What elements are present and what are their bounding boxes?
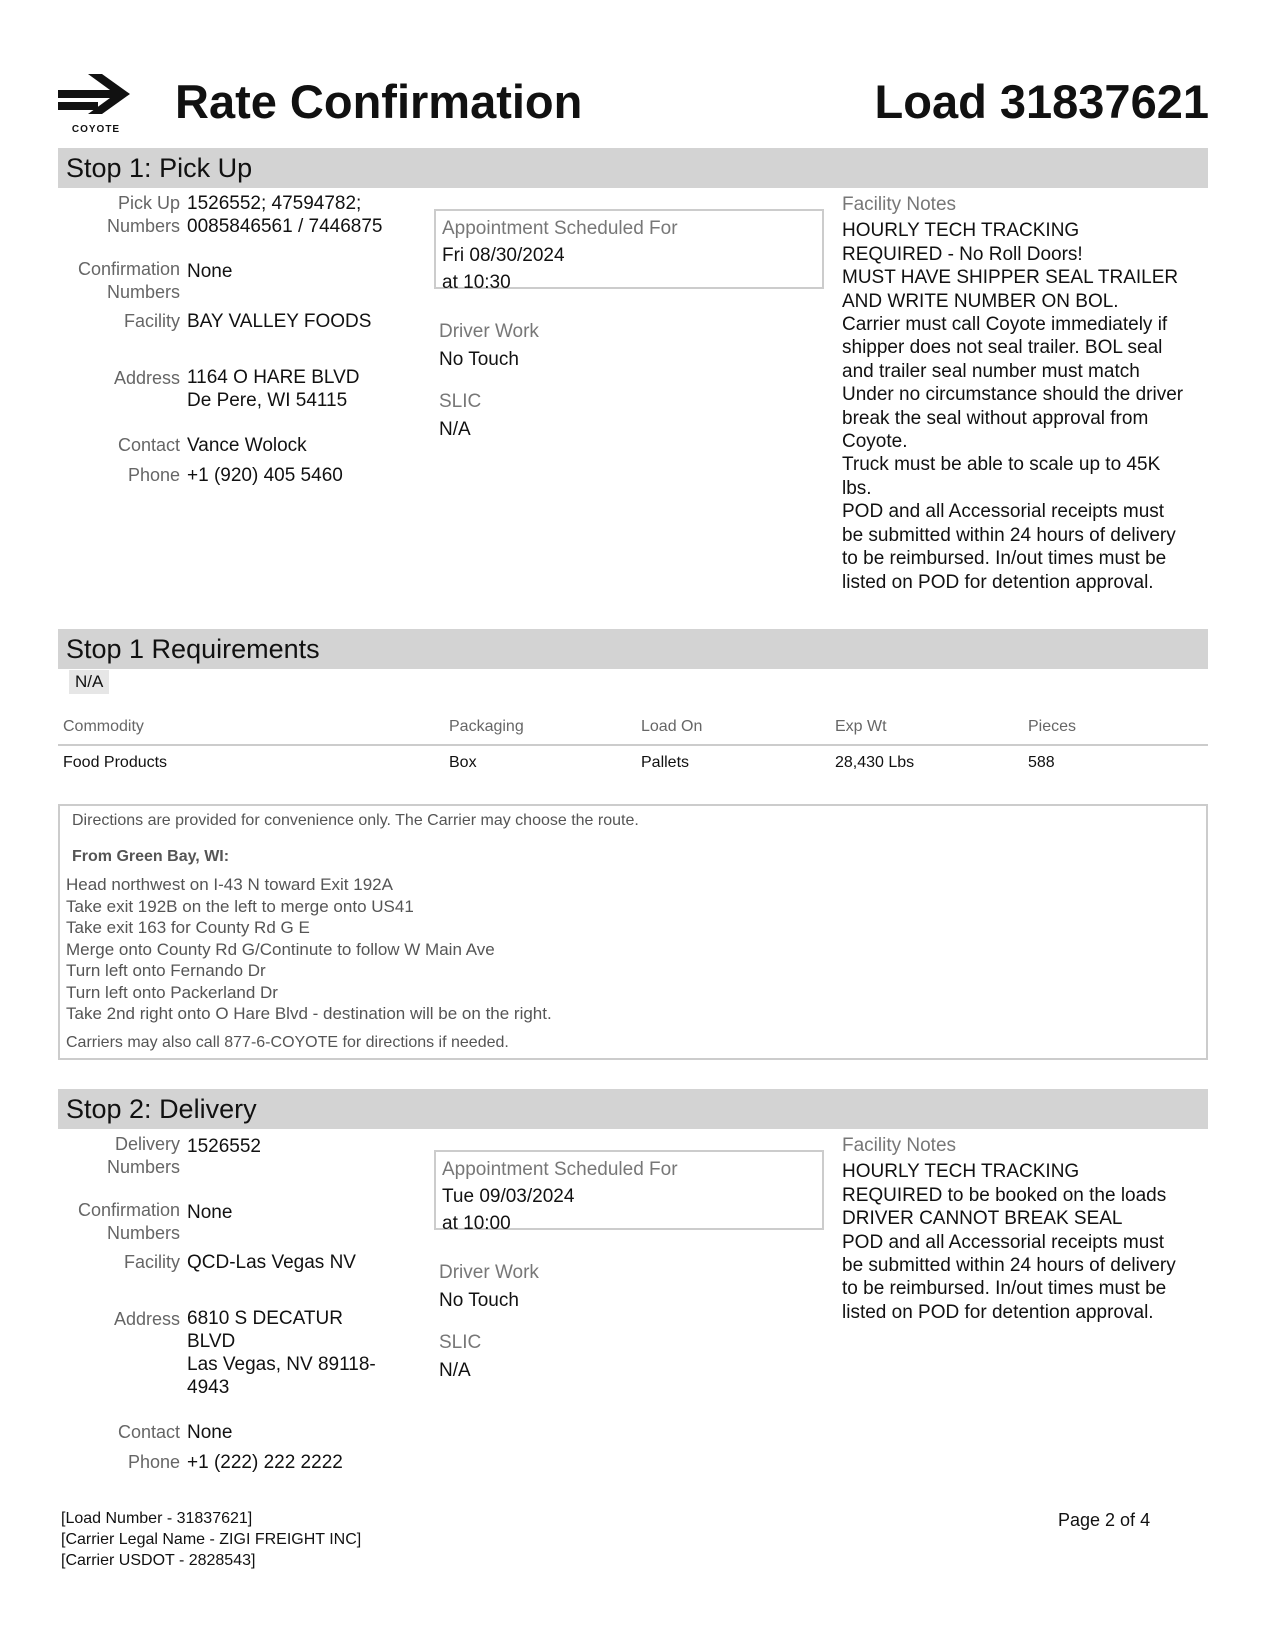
- stop1-facility-label: Facility: [123, 311, 180, 331]
- footer-load-number: [Load Number - 31837621]: [61, 1510, 253, 1527]
- label-line: Pick Up: [117, 193, 180, 213]
- facility-note-line: POD and all Accessorial receipts must: [842, 1231, 1165, 1253]
- requirements-heading: Stop 1 Requirements: [66, 634, 320, 664]
- footer-carrier-usdot: [Carrier USDOT - 2828543]: [61, 1552, 256, 1569]
- footer-carrier-name: [Carrier Legal Name - ZIGI FREIGHT INC]: [61, 1531, 362, 1548]
- stop2-facility-value: QCD-Las Vegas NV: [187, 1252, 356, 1273]
- directions-call: Carriers may also call 877-6-COYOTE for directions if needed.: [66, 1034, 509, 1051]
- facility-note-line: DRIVER CANNOT BREAK SEAL: [842, 1208, 1123, 1230]
- appointment-date: Fri 08/30/2024: [442, 245, 565, 266]
- stop1-facility-notes: [842, 193, 1212, 594]
- stop1-contact-label: Contact: [117, 435, 180, 455]
- address-line: 4943: [187, 1377, 230, 1398]
- stop2-facility-notes: [842, 1134, 1212, 1324]
- value-line: 1526552; 47594782;: [187, 193, 362, 214]
- column-header-pieces: Pieces: [1028, 718, 1077, 735]
- direction-step: Head northwest on I-43 N toward Exit 192A: [66, 875, 393, 894]
- address-line: BLVD: [187, 1331, 236, 1352]
- cell-packaging: Box: [449, 754, 477, 771]
- label-line: Numbers: [106, 282, 180, 302]
- stop2-driver-work-value: No Touch: [439, 1290, 519, 1311]
- facility-note-line: listed on POD for detention approval.: [842, 1301, 1154, 1323]
- facility-note-line: AND WRITE NUMBER ON BOL.: [842, 290, 1119, 312]
- stop1-confirmation-label: [60, 258, 180, 304]
- stop1-band: [58, 148, 1208, 188]
- facility-notes-label: Facility Notes: [842, 1135, 957, 1156]
- table-header: [58, 710, 1208, 746]
- stop2-driver-work-label: Driver Work: [439, 1262, 539, 1283]
- appointment-label: Appointment Scheduled For: [442, 218, 678, 239]
- value-line: 0085846561 / 7446875: [187, 216, 383, 237]
- facility-notes-body: [842, 219, 1212, 594]
- stop1-facility-value: BAY VALLEY FOODS: [187, 311, 372, 332]
- facility-note-line: shipper does not seal trailer. BOL seal: [842, 337, 1163, 359]
- stop2-slic-label: SLIC: [439, 1332, 482, 1353]
- facility-notes-body: [842, 1160, 1212, 1324]
- stop1-slic-value: N/A: [439, 419, 471, 440]
- label-line: Numbers: [106, 1157, 180, 1177]
- directions-from: From Green Bay, WI:: [72, 848, 230, 865]
- stop2-confirmation-label: [60, 1199, 180, 1245]
- facility-note-line: POD and all Accessorial receipts must: [842, 501, 1165, 523]
- facility-note-line: be submitted within 24 hours of delivery: [842, 1255, 1176, 1277]
- stop2-facility-label: Facility: [123, 1252, 180, 1272]
- column-header-commodity: Commodity: [63, 718, 144, 735]
- stop2-contact-value: None: [187, 1422, 233, 1443]
- stop1-appointment-box: [434, 209, 824, 293]
- column-header-packaging: Packaging: [449, 718, 524, 735]
- direction-step: Take 2nd right onto O Hare Blvd - destination will be on the right.: [66, 1004, 552, 1023]
- stop2-heading: Stop 2: Delivery: [66, 1094, 257, 1124]
- logo-text: COYOTE: [71, 124, 121, 135]
- direction-step: Take exit 163 for County Rd G E: [66, 918, 310, 937]
- label-line: Numbers: [106, 216, 180, 236]
- stop1-address-value: [187, 366, 359, 412]
- appointment-time: at 10:00: [442, 1213, 511, 1234]
- label-line: Confirmation: [77, 1200, 180, 1220]
- stop1-confirmation-value: None: [187, 261, 233, 282]
- stop2-numbers-label: [60, 1133, 180, 1179]
- column-header-exp-wt: Exp Wt: [835, 718, 887, 735]
- stop1-contact-value: Vance Wolock: [187, 435, 307, 456]
- direction-step: Turn left onto Fernando Dr: [66, 961, 266, 980]
- stop2-phone-label: Phone: [127, 1452, 180, 1472]
- facility-note-line: HOURLY TECH TRACKING: [842, 220, 1080, 242]
- table-row: [58, 746, 1208, 780]
- address-line: Las Vegas, NV 89118-: [187, 1354, 376, 1375]
- facility-note-line: Truck must be able to scale up to 45K: [842, 454, 1161, 476]
- facility-note-line: to be reimbursed. In/out times must be: [842, 1278, 1167, 1300]
- requirements-badge: N/A: [69, 670, 109, 694]
- document-title: Rate Confirmation: [175, 75, 583, 128]
- page-number: Page 2 of 4: [1058, 1510, 1151, 1530]
- stop1-numbers-label: [60, 192, 180, 238]
- cell-commodity: Food Products: [63, 754, 168, 771]
- stop2-address-label: Address: [113, 1309, 180, 1329]
- direction-step: Turn left onto Packerland Dr: [66, 982, 278, 1002]
- coyote-logo: [56, 72, 136, 138]
- column-header-load-on: Load On: [641, 718, 703, 735]
- directions-note: Directions are provided for convenience only. The Carrier may choose the route.: [72, 812, 639, 829]
- address-line: De Pere, WI 54115: [187, 390, 348, 411]
- stop1-heading: Stop 1: Pick Up: [66, 153, 253, 183]
- stop2-contact-label: Contact: [117, 1422, 180, 1442]
- facility-note-line: to be reimbursed. In/out times must be: [842, 548, 1167, 570]
- footer-info: [61, 1508, 361, 1571]
- label-line: Confirmation: [77, 259, 180, 279]
- stop1-driver-work-label: Driver Work: [439, 321, 539, 342]
- stop2-phone-value: +1 (222) 222 2222: [187, 1452, 343, 1473]
- facility-note-line: break the seal without approval from: [842, 407, 1149, 429]
- requirements-band: [58, 629, 1208, 669]
- address-line: 1164 O HARE BLVD: [187, 367, 360, 388]
- stop2-address-value: [187, 1307, 376, 1399]
- directions-box: [58, 804, 1208, 1060]
- facility-note-line: lbs.: [842, 477, 872, 499]
- stop2-band: [58, 1089, 1208, 1129]
- stop2-appointment-box: [434, 1150, 824, 1234]
- facility-note-line: listed on POD for detention approval.: [842, 571, 1154, 593]
- address-line: 6810 S DECATUR: [187, 1308, 343, 1329]
- stop1-address-label: Address: [113, 368, 180, 388]
- appointment-time: at 10:30: [442, 272, 511, 293]
- facility-note-line: MUST HAVE SHIPPER SEAL TRAILER: [842, 267, 1179, 289]
- stop2-slic-value: N/A: [439, 1360, 471, 1381]
- facility-note-line: be submitted within 24 hours of delivery: [842, 524, 1176, 546]
- cell-exp-wt: 28,430 Lbs: [835, 754, 915, 771]
- stop1-phone-value: +1 (920) 405 5460: [187, 465, 343, 486]
- facility-note-line: REQUIRED to be booked on the loads: [842, 1184, 1167, 1206]
- facility-notes-label: Facility Notes: [842, 194, 957, 215]
- cell-pieces: 588: [1028, 754, 1055, 771]
- direction-step: Merge onto County Rd G/Continute to follow W Main Ave: [66, 939, 495, 959]
- stop1-driver-work-value: No Touch: [439, 349, 519, 370]
- stop1-slic-label: SLIC: [439, 391, 482, 412]
- facility-note-line: Under no circumstance should the driver: [842, 384, 1184, 406]
- stop2-numbers-value: 1526552: [187, 1136, 261, 1157]
- label-line: Numbers: [106, 1223, 180, 1243]
- facility-note-line: and trailer seal number must match: [842, 360, 1140, 382]
- facility-note-line: Carrier must call Coyote immediately if: [842, 314, 1168, 336]
- appointment-date: Tue 09/03/2024: [442, 1186, 575, 1207]
- direction-step: Take exit 192B on the left to merge onto US41: [66, 896, 414, 916]
- stop2-confirmation-value: None: [187, 1202, 233, 1223]
- facility-note-line: Coyote.: [842, 431, 908, 453]
- commodity-table: [58, 710, 1208, 780]
- cell-load-on: Pallets: [641, 754, 690, 771]
- label-line: Delivery: [114, 1134, 180, 1154]
- facility-note-line: HOURLY TECH TRACKING: [842, 1161, 1080, 1183]
- load-number-title: Load 31837621: [874, 75, 1209, 128]
- stop1-numbers-value: [187, 192, 382, 238]
- stop1-phone-label: Phone: [127, 465, 180, 485]
- facility-note-line: REQUIRED - No Roll Doors!: [842, 243, 1083, 265]
- coyote-logo-icon: [56, 72, 136, 122]
- appointment-label: Appointment Scheduled For: [442, 1159, 678, 1180]
- directions-steps: [66, 874, 552, 1025]
